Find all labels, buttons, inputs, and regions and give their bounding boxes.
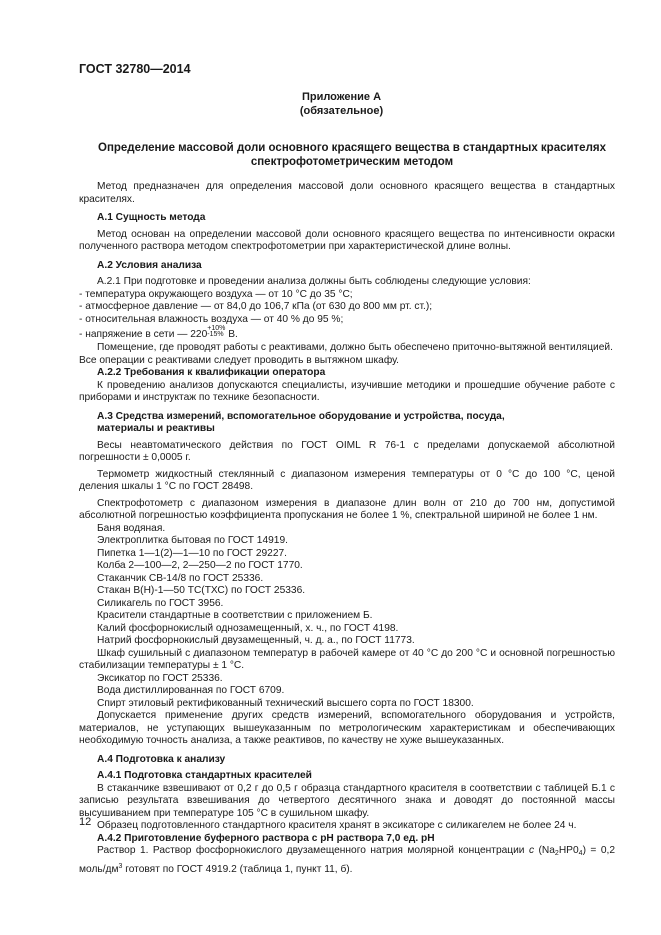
condition-item: - атмосферное давление — от 84,0 до 106,7 кПа (от 630 до 800 мм рт. ст.); (79, 301, 433, 312)
section-a1-text: Метод основан на определении массовой доли основного красящего вещества по интенсивности окраски полученного раствора методом спектрофотометрии при характеристической длине волны. (79, 228, 615, 252)
appendix-title: Приложение А (301, 91, 382, 103)
scales-text: Весы неавтоматического действия по ГОСТ OIML R 76-1 с пределами допускаемой абсолютной погрешности ± 0,0005 г. (79, 439, 615, 463)
thermometer-text: Термометр жидкостный стеклянный с диапазоном измерения температуры от 0 °С до 100 °С, ценой деления шкалы 1 °С по ГОСТ 28498. (79, 468, 615, 492)
appendix-status: (обязательное) (299, 105, 384, 117)
allowed-substitutes-text: Допускается применение других средств измерений, вспомогательного оборудования и устройств, материалов, не уступающих вышеуказанным по метрологическим характеристикам и обеспечивающих необходимую точность анализа, а также реактивов, по качеству не хуже вышеуказанных. (79, 710, 615, 746)
equipment-item: Баня водяная. (97, 522, 166, 534)
a42-formula-mid: HP0 (558, 845, 579, 856)
equipment-item: Натрий фосфорнокислый двузамещенный, ч. д. а., по ГОСТ 11773. (97, 635, 415, 646)
voltage-suffix: В. (225, 329, 238, 340)
condition-voltage (79, 326, 615, 342)
a42-formula-open: (Na (534, 845, 555, 856)
equipment-item: Вода дистиллированная по ГОСТ 6709. (97, 685, 285, 696)
section-a41-text: В стаканчике взвешивают от 0,2 г до 0,5 г образца стандартного красителя в соответствии с таблицей Б.1 с записью результата взвешивания до четвертого десятичного знака и доводят до постоянной массы высушиванием при температуре 105 °С в сушильном шкафу. (79, 782, 615, 819)
section-a1-heading: А.1 Сущность метода (97, 212, 206, 223)
a42-formula-sub-1: 2 (554, 850, 559, 857)
equipment-item: Силикагель по ГОСТ 3956. (97, 597, 224, 609)
section-a41-heading: А.4.1 Подготовка стандартных красителей (97, 770, 312, 781)
main-title (92, 141, 612, 169)
voltage-tolerance-plus: +10% (207, 325, 226, 332)
voltage-tolerance-minus: -15% (207, 331, 224, 338)
equipment-item: Эксикатор по ГОСТ 25336. (97, 672, 223, 684)
equipment-item: Калий фосфорнокислый однозамещенный, х. ч., по ГОСТ 4198. (97, 622, 399, 634)
equipment-item: Электроплитка бытовая по ГОСТ 14919. (97, 535, 288, 546)
a42-text-start: Раствор 1. Раствор фосфорнокислого двузамещенного натрия молярной концентрации (97, 845, 529, 856)
ventilation-text: Помещение, где проводят работы с реактивами, должно быть обеспечено приточно-вытяжной вентиляцией. (97, 342, 613, 353)
section-a41-storage: Образец подготовленного стандартного красителя хранят в эксикаторе с силикагелем не более 24 ч. (97, 820, 577, 831)
equipment-item: Стаканчик СВ-14/8 по ГОСТ 25336. (97, 572, 264, 584)
section-a4-heading: А.4 Подготовка к анализу (97, 753, 226, 765)
equipment-item: Колба 2—100—2, 2—250—2 по ГОСТ 1770. (97, 560, 303, 571)
oven-text: Шкаф сушильный с диапазоном температур в рабочей камере от 40 °С до 200 °С и основной погрешностью стабилизации температуры ± 1 °С. (79, 647, 615, 671)
equipment-item: Спирт этиловый ректификованный технический высшего сорта по ГОСТ 18300. (97, 697, 474, 709)
document-code: ГОСТ 32780—2014 (79, 62, 191, 76)
intro-paragraph: Метод предназначен для определения массовой доли основного красящего вещества в стандартных красителях. (79, 181, 615, 205)
condition-item: - относительная влажность воздуха — от 40 % до 95 %; (79, 313, 344, 325)
main-title-line-2: спектрофотометрическим методом (250, 156, 454, 168)
page-number: 12 (79, 816, 92, 828)
main-title-line-1: Определение массовой доли основного красящего вещества в стандартных красителях (98, 142, 606, 154)
section-a3-heading-line-2: материалы и реактивы (97, 423, 215, 434)
section-a21-text: А.2.1 При подготовке и проведении анализа должны быть соблюдены следующие условия: (97, 276, 531, 287)
section-a22-text: К проведению анализов допускаются специалисты, изучившие методики и прошедшие обучение работе с приборами и инструктаж по технике безопасности. (79, 379, 615, 403)
section-a3-heading-line-1: А.3 Средства измерений, вспомогательное оборудование и устройства, посуда, (97, 410, 505, 422)
condition-item: - температура окружающего воздуха — от 10 °С до 35 °С; (79, 288, 353, 300)
a42-text-end: готовят по ГОСТ 4919.2 (таблица 1, пункт 11, б). (125, 863, 353, 875)
equipment-item: Красители стандартные в соответствии с приложением Б. (97, 610, 373, 621)
appendix-header (0, 90, 661, 118)
section-a22-heading: А.2.2 Требования к квалификации оператора (97, 367, 326, 378)
section-a42-heading: А.4.2 Приготовление буферного раствора с рН раствора 7,0 ед. рН (97, 832, 435, 844)
a42-concentration-symbol: с (528, 845, 535, 856)
a42-formula-sub-2: 4 (578, 850, 583, 857)
a42-formula-close: ) = 0,2 моль/дм (79, 845, 615, 875)
fumehood-text: Все операции с реактивами следует проводить в вытяжном шкафу. (79, 354, 399, 366)
equipment-item: Пипетка 1—1(2)—1—10 по ГОСТ 29227. (97, 547, 287, 559)
section-a42-text (79, 845, 615, 876)
spectrophotometer-text: Спектрофотометр с диапазоном измерения в диапазоне длин волн от 210 до 700 нм, допустимой абсолютной погрешностью коэффициента пропускания не более 1 %, спектральной шириной не более 1 нм. (79, 497, 615, 521)
voltage-tolerance (207, 326, 225, 338)
section-a2-heading: А.2 Условия анализа (97, 259, 202, 271)
voltage-prefix: - напряжение в сети — 220 (79, 329, 208, 340)
equipment-item: Стакан В(Н)-1—50 ТС(ТХС) по ГОСТ 25336. (97, 585, 306, 596)
a42-unit-superscript: 3 (118, 862, 123, 870)
document-body (79, 181, 615, 876)
